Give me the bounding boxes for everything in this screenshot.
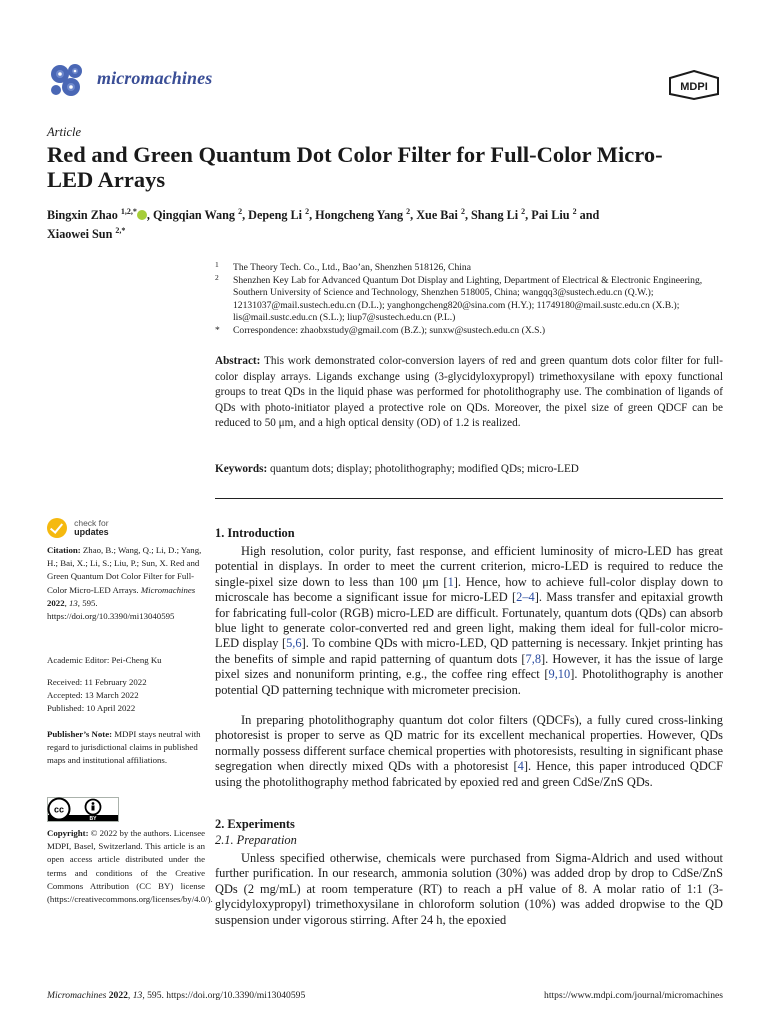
publisher-note [47,728,205,768]
svg-text:cc: cc [53,804,65,815]
article-dates [47,676,205,716]
check-updates-line1: check for [74,517,109,528]
citation-link[interactable]: 1 [447,574,454,589]
paragraph-text: ]. Photolithography is another potential QD patterning technique with micrometer precision. [215,667,723,697]
citation-link[interactable]: 5,6 [286,636,302,651]
footer-volume: 13 [132,990,143,1001]
author-name[interactable]: Xiaowei Sun [47,227,113,242]
citation-doi[interactable]: , 595. https://doi.org/10.3390/mi13040595 [47,597,175,622]
footer-journal-url[interactable]: https://www.mdpi.com/journal/micromachines [544,990,723,1001]
affiliation-text: The Theory Tech. Co., Ltd., Bao’an, Shenzhen 518126, China [233,262,471,273]
authors-and: and [579,208,600,223]
intro-paragraph-2 [215,713,723,790]
affiliation-item [215,262,730,275]
affiliation-text: Correspondence: zhaobxstudy@gmail.com (B.Z.); sunxw@sustech.edu.cn (X.S.) [233,324,546,336]
citation-volume: 13 [69,597,78,608]
check-updates-line2: updates [74,526,109,537]
published-date: Published: 10 April 2022 [47,703,136,714]
author-affiliation-mark: 2 [521,207,526,216]
abstract [215,354,723,432]
article-type: Article [47,125,82,139]
footer-journal: Micromachines [47,990,107,1001]
citation-link[interactable]: 4 [517,759,524,774]
cc-by-license-icon[interactable] [47,797,119,822]
author-name[interactable]: Bingxin Zhao [47,208,118,223]
author-name[interactable]: Shang Li [471,208,519,223]
citation-year: 2022 [47,597,65,608]
author-name[interactable]: Depeng Li [248,208,303,223]
author-affiliation-mark: 2 [406,207,411,216]
copyright-label: Copyright: [47,828,89,838]
citation-link[interactable]: 7,8 [525,651,542,666]
keywords-text: quantum dots; display; photolithography; modified QDs; micro-LED [270,463,579,475]
author-name[interactable]: Qingqian Wang [152,208,236,223]
academic-editor: Academic Editor: Pei-Cheng Ku [47,655,162,665]
affiliation-text: Shenzhen Key Lab for Advanced Quantum Dot Display and Lighting, Department of Electrical & Electronic Engineering, Southern University of Science and Technology, Shenzhen 518005, China; wangqq3@sustech.edu.cn (Q.W.); 12131037@mail.sustech.edu.cn (D.L.); yanghongcheng820@sina.com (H.Y.); 11749180@mail.sustc.edu.cn (X.B.); lis@mail.sustc.edu.cn (S.L.); liup7@sustech.edu.cn (P.L.) [233,274,703,323]
preparation-paragraph: Unless specified otherwise, chemicals were purchased from Sigma-Aldrich and used without further purification. In our research, ammonia solution (30%) was added drop by drop to CdSe/ZnS QDs (2 mg/mL) at room temperature (RT) to reach a pH value of 8. A molar ratio of 1:1 (3-glycidyloxypropyl) trimethoxysilane in chloroform solution (10%) was added dropwise to the QD suspension under vigorous stirring. After 24 h, the epoxied [215,851,723,927]
abstract-text: This work demonstrated color-conversion layers of red and green quantum dots color filter for full-color display arrays. Ligands exchange using (3-glycidyloxypropyl) trimethoxysilane with epoxy functional groups to treat QDs in the liquid phase was performed for photolithography use. The combination of ligands of QDs with photo-initiator played a protective role on QDs. Moreover, the pixel size of green QDCF can be reduced to 50 μm, and a high optical density (OD) of 1.2 is realized. [215,355,723,430]
affiliation-number: 1 [215,260,219,269]
citation-link[interactable]: 2–4 [516,590,535,605]
accepted-date: Accepted: 13 March 2022 [47,690,139,701]
author-affiliation-mark: 1,2,* [120,207,137,216]
mdpi-logo[interactable] [668,70,720,100]
author-affiliation-mark: 2 [305,207,310,216]
orcid-icon[interactable] [137,210,147,220]
check-for-updates-badge[interactable] [47,517,109,538]
author-affiliation-mark: 2,* [115,226,126,236]
paragraph-text: ]. Mass transfer and epitaxial growth for fabricating full-color (RGB) micro-LED are difficult. Fortunately, quantum dots (QDs) can absorb blue light to generate color-converted red and green light, making them ideal for full-color micro-LED display [ [215,590,723,651]
publisher-note-label: Publisher’s Note: [47,729,113,739]
check-updates-icon [47,518,67,538]
paragraph-text: In preparing photolithography quantum dot color filters (QDCFs), a fully cured cross-linking photoresist is proper to serve as QD matric for its excellent mechanical properties. However, QDs normally possess different surface chemical properties with photoresists, resulting in significant phase segregation when directly mixed QDs with a photoresist [ [215,713,723,774]
author-affiliation-mark: 2 [460,207,465,216]
copyright-text: © 2022 by the authors. Licensee MDPI, Basel, Switzerland. This article is an open access article distributed under the terms and conditions of the Creative Commons Attribution (CC BY) license (https://creativecommons.org/licenses/by/4.0/). [47,828,213,905]
paragraph-text: ]. To combine QDs with micro-LED, QD patterning is necessary. Inkjet printing has the benefits of simple and rapid patterning of quantum dots [ [215,636,723,666]
footer-doi[interactable]: , 595. https://doi.org/10.3390/mi13040595 [142,990,306,1001]
author-affiliation-mark: 2 [238,207,243,216]
received-date: Received: 11 February 2022 [47,677,147,687]
paragraph-text: ]. Hence, how to achieve full-color display down to microscale has become a significant issue for micro-LED [ [215,574,723,605]
publisher-note-text: MDPI stays neutral with regard to jurisdictional claims in published maps and institutional affiliations. [47,729,201,766]
journal-name[interactable]: micromachines [97,68,213,88]
journal-gears-logo [47,60,89,100]
citation-label: Citation: [47,545,81,555]
abstract-label: Abstract: [215,355,261,367]
subsection-heading-preparation: 2.1. Preparation [215,833,297,847]
paragraph-text: ]. However, it has the issue of large pixel sizes and nonuniform printing, e.g., the coffee ring effect [ [215,651,724,682]
affiliation-number: 2 [215,272,219,282]
author-name[interactable]: Pai Liu [531,208,570,223]
author-list: Bingxin Zhao $^{1,2,*}$ , Qingqian Wang $^2$, Depeng Li $^2$, Hongcheng Yang $^2$, Xue Bai $^2$, Shang Li $^2$, Pai Liu $^2$ and Xiaowei Sun $^{2,*}$ [47,207,600,242]
check-updates-text [74,519,109,537]
cc-by-text: BY [89,816,97,822]
citation-text: Zhao, B.; Wang, Q.; Li, D.; Yang, H.; Bai, X.; Li, S.; Liu, P.; Sun, X. Red and Green Quantum Dot Color Filter for Full-Color Micro-LED Arrays. [47,545,202,595]
affiliation-item [215,325,730,338]
section-heading-introduction: 1. Introduction [215,526,295,540]
footer-citation: Micromachines 2022, 13, 595. https://doi.org/10.3390/mi13040595 [47,990,306,1001]
paragraph-text: ]. Hence, this paper introduced QDCF using the photolithography method fabricated by epoxied red and green CdSe/ZnS QDs. [215,759,723,789]
mdpi-logo-text: MDPI [680,81,708,93]
citation-journal: Micromachines [140,584,196,595]
author-name[interactable]: Hongcheng Yang [315,208,404,223]
affiliations [215,262,730,337]
article-title: Red and Green Quantum Dot Color Filter for Full-Color Micro-LED Arrays [47,142,663,192]
citation-link[interactable]: 9,10 [548,667,571,682]
keywords [215,462,723,478]
citation-block: Citation: Zhao, B.; Wang, Q.; Li, D.; Yang, H.; Bai, X.; Li, S.; Liu, P.; Sun, X. Red and Green Quantum Dot Color Filter for Full-Color Micro-LED Arrays. Micromachines 2022, 13, 595. https://doi.org/10.3390/mi13040595 [47,545,202,622]
affiliation-number: * [215,324,220,336]
keywords-label: Keywords: [215,463,268,475]
paragraph-text: High resolution, color purity, fast response, and efficient luminosity of micro-LED has great potential in displays. In order to meet the current criterion, micro-LED is required to reduce the single-pixel size down to less than 100 μm [ [215,544,723,589]
section-heading-experiments: 2. Experiments [215,817,295,831]
intro-paragraph-1 [215,544,723,698]
section-divider [215,498,723,499]
footer-year: 2022 [108,990,128,1001]
copyright-block [47,827,213,906]
affiliation-item [215,272,730,325]
author-name[interactable]: Xue Bai [416,208,458,223]
author-affiliation-mark: 2 [572,207,577,216]
